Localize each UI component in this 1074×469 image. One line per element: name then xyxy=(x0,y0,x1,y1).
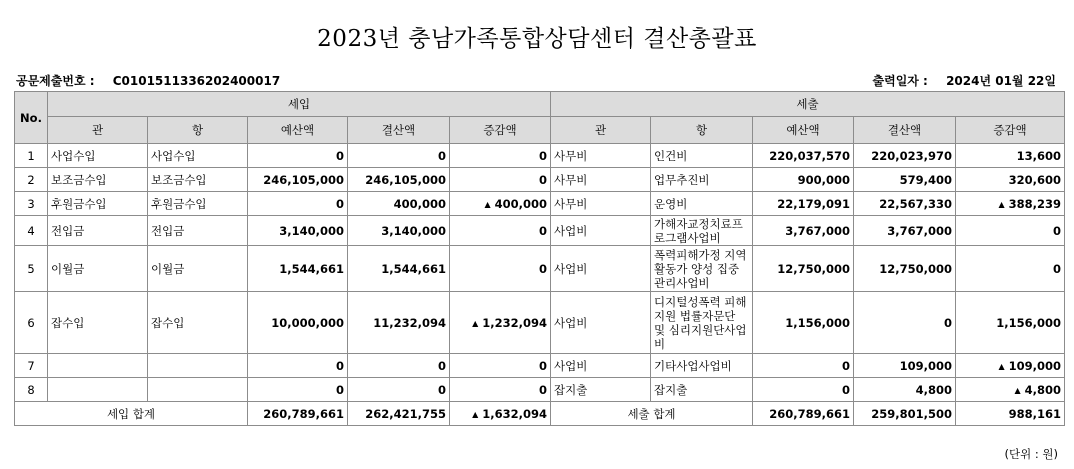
expense-diff: 13,600 xyxy=(956,144,1065,168)
expense-budget: 900,000 xyxy=(753,168,854,192)
expense-diff xyxy=(956,354,1065,378)
increase-marker: ▲ xyxy=(1014,385,1021,395)
header-income-budget: 예산액 xyxy=(248,117,348,144)
income-gwan: 이월금 xyxy=(48,246,148,292)
income-gwan: 전입금 xyxy=(48,216,148,246)
income-total-diff xyxy=(450,402,551,426)
settlement-table xyxy=(14,91,1065,426)
income-gwan xyxy=(48,354,148,378)
income-diff-value: 1,232,094 xyxy=(482,315,547,330)
expense-total-label: 세출 합계 xyxy=(551,402,753,426)
header-income-settled: 결산액 xyxy=(348,117,450,144)
expense-diff: 1,156,000 xyxy=(956,292,1065,354)
increase-marker: ▲ xyxy=(472,409,479,419)
expense-diff xyxy=(956,378,1065,402)
table-row xyxy=(15,378,1065,402)
income-settled: 246,105,000 xyxy=(348,168,450,192)
income-budget: 3,140,000 xyxy=(248,216,348,246)
income-gwan: 후원금수입 xyxy=(48,192,148,216)
row-no: 1 xyxy=(15,144,48,168)
income-settled: 3,140,000 xyxy=(348,216,450,246)
expense-settled: 0 xyxy=(854,292,956,354)
expense-hang: 디지털성폭력 피해지원 법률자문단 및 심리지원단사업비 xyxy=(651,292,753,354)
income-budget: 0 xyxy=(248,192,348,216)
income-settled: 0 xyxy=(348,354,450,378)
expense-budget: 220,037,570 xyxy=(753,144,854,168)
income-budget: 10,000,000 xyxy=(248,292,348,354)
header-expense-gwan: 관 xyxy=(551,117,651,144)
table-row xyxy=(15,144,1065,168)
row-no: 8 xyxy=(15,378,48,402)
increase-marker: ▲ xyxy=(998,199,1005,209)
expense-total-diff xyxy=(956,402,1065,426)
expense-total-settled: 259,801,500 xyxy=(854,402,956,426)
income-diff: 0 xyxy=(450,354,551,378)
expense-hang: 업무추진비 xyxy=(651,168,753,192)
expense-budget: 3,767,000 xyxy=(753,216,854,246)
income-hang: 전입금 xyxy=(148,216,248,246)
expense-diff-value: 388,239 xyxy=(1008,196,1061,211)
income-gwan: 잡수입 xyxy=(48,292,148,354)
expense-settled: 12,750,000 xyxy=(854,246,956,292)
income-diff-value: 400,000 xyxy=(494,196,547,211)
increase-marker: ▲ xyxy=(484,199,491,209)
income-total-budget: 260,789,661 xyxy=(248,402,348,426)
income-settled: 400,000 xyxy=(348,192,450,216)
expense-settled: 22,567,330 xyxy=(854,192,956,216)
expense-gwan: 사업비 xyxy=(551,216,651,246)
expense-budget: 22,179,091 xyxy=(753,192,854,216)
expense-budget: 0 xyxy=(753,378,854,402)
expense-hang: 운영비 xyxy=(651,192,753,216)
income-budget: 0 xyxy=(248,378,348,402)
header-expense: 세출 xyxy=(551,92,1065,117)
income-settled: 1,544,661 xyxy=(348,246,450,292)
header-expense-budget: 예산액 xyxy=(753,117,854,144)
income-diff xyxy=(450,292,551,354)
document-number-value: C0101511336202400017 xyxy=(112,74,281,88)
expense-gwan: 사무비 xyxy=(551,192,651,216)
expense-settled: 4,800 xyxy=(854,378,956,402)
income-diff: 0 xyxy=(450,378,551,402)
row-no: 2 xyxy=(15,168,48,192)
header-expense-settled: 결산액 xyxy=(854,117,956,144)
row-no: 3 xyxy=(15,192,48,216)
income-total-label: 세입 합계 xyxy=(15,402,248,426)
header-income: 세입 xyxy=(48,92,551,117)
totals-row xyxy=(15,402,1065,426)
income-hang: 이월금 xyxy=(148,246,248,292)
income-hang: 후원금수입 xyxy=(148,192,248,216)
income-hang xyxy=(148,378,248,402)
expense-gwan: 사업비 xyxy=(551,246,651,292)
expense-settled: 109,000 xyxy=(854,354,956,378)
document-number-label: 공문제출번호 : xyxy=(16,74,95,88)
expense-gwan: 사무비 xyxy=(551,168,651,192)
header-income-diff: 증감액 xyxy=(450,117,551,144)
income-budget: 0 xyxy=(248,354,348,378)
row-no: 7 xyxy=(15,354,48,378)
expense-hang: 폭력피해가정 지역활동가 양성 집중관리사업비 xyxy=(651,246,753,292)
expense-gwan: 잡지출 xyxy=(551,378,651,402)
expense-diff: 0 xyxy=(956,216,1065,246)
expense-total-diff-value: 988,161 xyxy=(1008,406,1061,421)
income-budget: 246,105,000 xyxy=(248,168,348,192)
page-title: 2023년 충남가족통합상담센터 결산총괄표 xyxy=(317,26,757,52)
header-expense-hang: 항 xyxy=(651,117,753,144)
print-date-value: 2024년 01월 22일 xyxy=(946,74,1056,88)
income-hang: 사업수입 xyxy=(148,144,248,168)
print-date xyxy=(873,72,1056,89)
income-diff: 0 xyxy=(450,144,551,168)
print-date-label: 출력일자 : xyxy=(872,74,928,88)
income-budget: 1,544,661 xyxy=(248,246,348,292)
income-hang: 보조금수입 xyxy=(148,168,248,192)
expense-diff: 0 xyxy=(956,246,1065,292)
income-settled: 0 xyxy=(348,144,450,168)
table-row xyxy=(15,292,1065,354)
income-gwan: 사업수입 xyxy=(48,144,148,168)
table-row xyxy=(15,168,1065,192)
expense-budget: 0 xyxy=(753,354,854,378)
expense-settled: 579,400 xyxy=(854,168,956,192)
expense-budget: 12,750,000 xyxy=(753,246,854,292)
increase-marker: ▲ xyxy=(998,361,1005,371)
header-income-gwan: 관 xyxy=(48,117,148,144)
table-row xyxy=(15,216,1065,246)
table-row xyxy=(15,192,1065,216)
expense-settled: 220,023,970 xyxy=(854,144,956,168)
expense-budget: 1,156,000 xyxy=(753,292,854,354)
expense-diff: 320,600 xyxy=(956,168,1065,192)
expense-hang: 잡지출 xyxy=(651,378,753,402)
expense-diff-value: 4,800 xyxy=(1024,382,1061,397)
expense-settled: 3,767,000 xyxy=(854,216,956,246)
income-budget: 0 xyxy=(248,144,348,168)
header-no: No. xyxy=(15,92,48,144)
income-settled: 11,232,094 xyxy=(348,292,450,354)
income-hang: 잡수입 xyxy=(148,292,248,354)
row-no: 6 xyxy=(15,292,48,354)
expense-hang: 가해자교정치료프로그램사업비 xyxy=(651,216,753,246)
expense-diff xyxy=(956,192,1065,216)
increase-marker: ▲ xyxy=(472,318,479,328)
header-expense-diff: 증감액 xyxy=(956,117,1065,144)
expense-gwan: 사무비 xyxy=(551,144,651,168)
document-number xyxy=(16,72,280,89)
header-income-hang: 항 xyxy=(148,117,248,144)
expense-hang: 인건비 xyxy=(651,144,753,168)
table-row xyxy=(15,354,1065,378)
income-gwan: 보조금수입 xyxy=(48,168,148,192)
income-diff: 0 xyxy=(450,246,551,292)
expense-diff-value: 109,000 xyxy=(1008,358,1061,373)
income-total-settled: 262,421,755 xyxy=(348,402,450,426)
income-diff: 0 xyxy=(450,168,551,192)
income-diff: 0 xyxy=(450,216,551,246)
income-settled: 0 xyxy=(348,378,450,402)
unit-note: (단위 : 원) xyxy=(1004,447,1058,461)
row-no: 5 xyxy=(15,246,48,292)
income-gwan xyxy=(48,378,148,402)
income-hang xyxy=(148,354,248,378)
row-no: 4 xyxy=(15,216,48,246)
income-total-diff-value: 1,632,094 xyxy=(482,406,547,421)
table-row xyxy=(15,246,1065,292)
expense-total-budget: 260,789,661 xyxy=(753,402,854,426)
expense-gwan: 사업비 xyxy=(551,292,651,354)
income-diff xyxy=(450,192,551,216)
expense-hang: 기타사업사업비 xyxy=(651,354,753,378)
expense-gwan: 사업비 xyxy=(551,354,651,378)
